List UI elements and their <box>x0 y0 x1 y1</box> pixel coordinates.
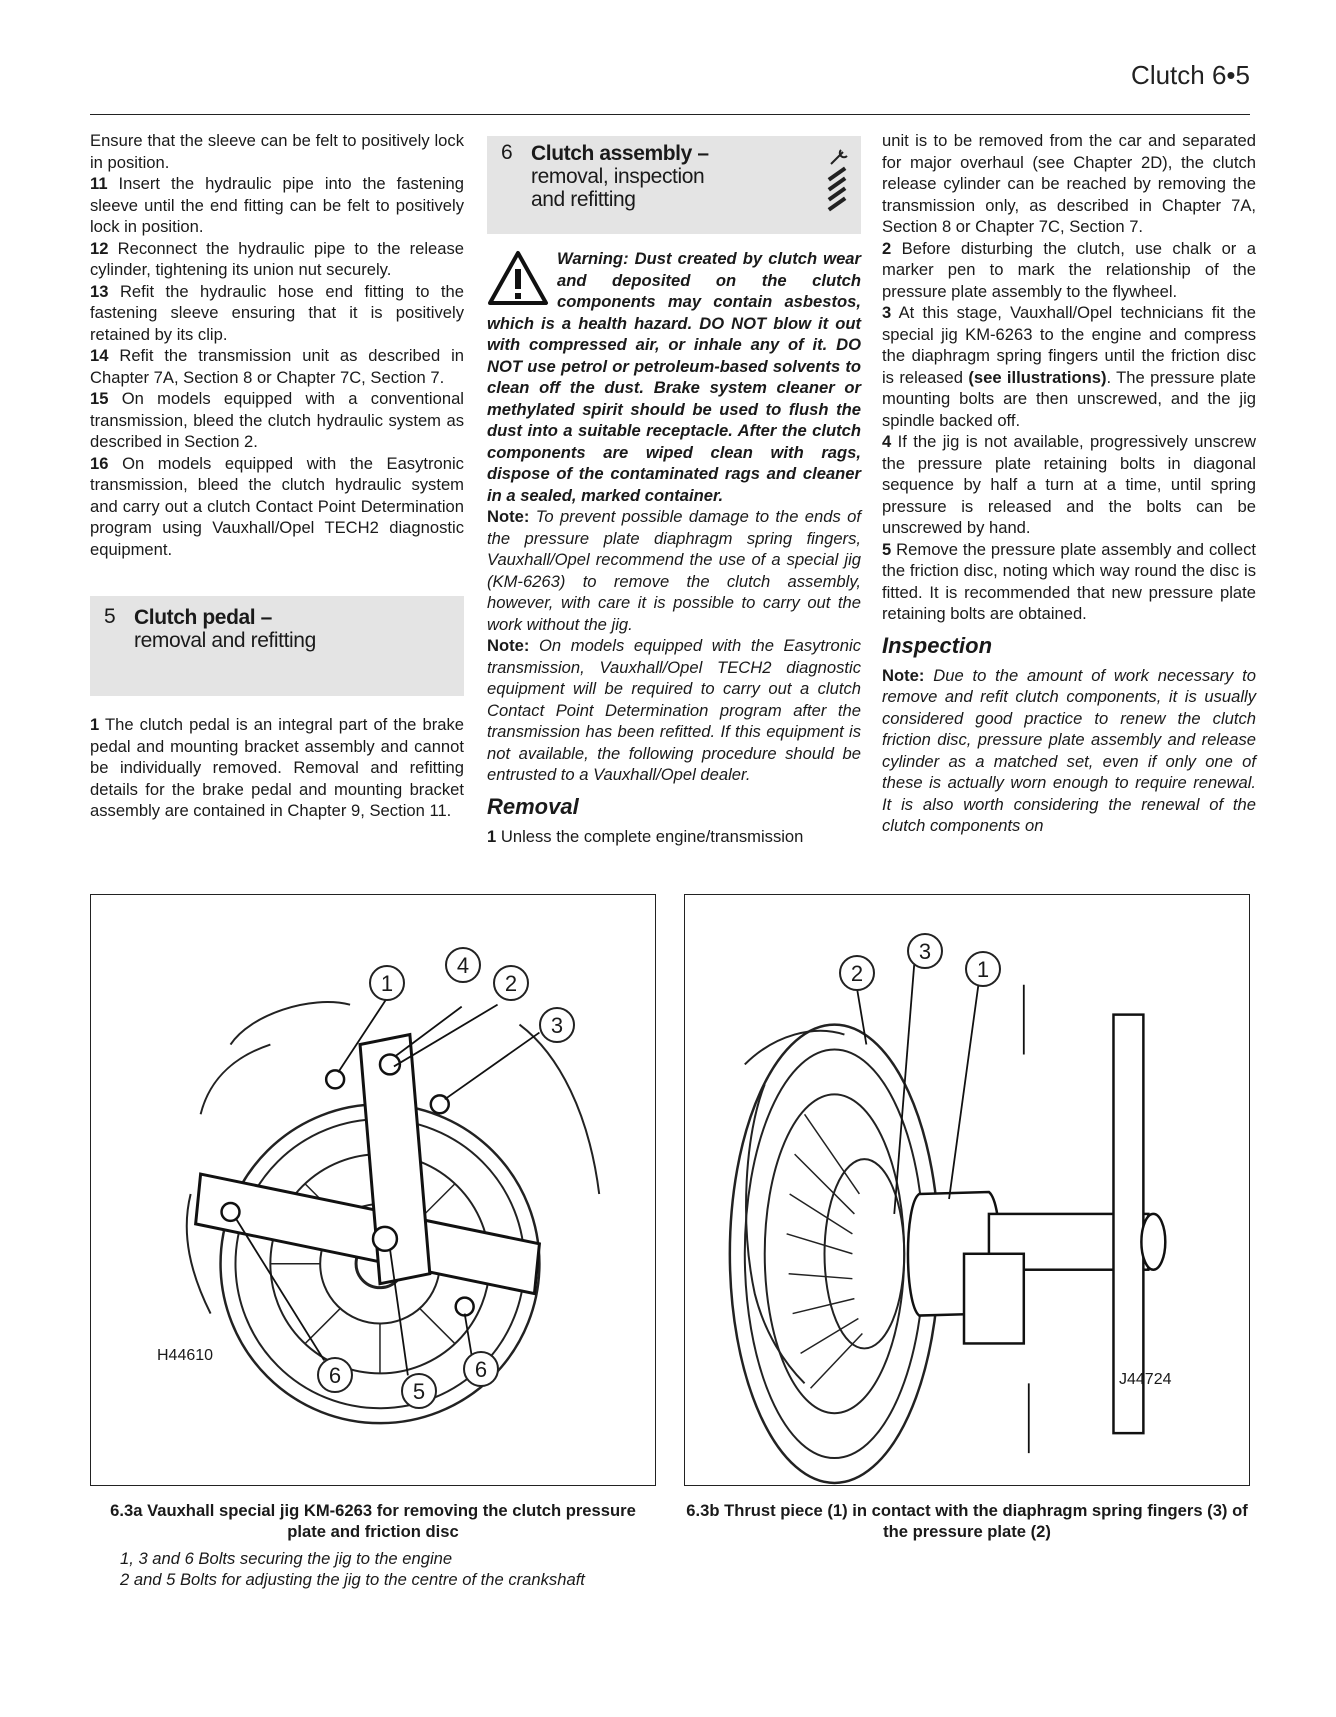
removal-step-3: 3 At this stage, Vauxhall/Opel technicians fit the special jig KM-6263 to the engine and compress the diaphragm spring fingers until the friction disc is released (see illustrations). The pressure plate mounting bolts are then unscrewed, and the jig spindle backed off. <box>882 303 1256 430</box>
removal-heading: Removal <box>487 793 579 819</box>
figure-code: J44724 <box>1119 1371 1172 1388</box>
warning-triangle-icon <box>487 250 549 306</box>
figure-6-3a <box>90 894 656 1486</box>
step-15: 15 On models equipped with a conventional transmission, bleed the clutch hydraulic system as described in Section 2. <box>90 389 464 451</box>
asbestos-warning <box>487 248 861 506</box>
figure-6-3b-caption: 6.3b Thrust piece (1) in contact with the diaphragm spring fingers (3) of the pressure plate (2) <box>686 1501 1248 1541</box>
step-11: 11 Insert the hydraulic pipe into the fastening sleeve until the end fitting can be felt to positively lock in position. <box>90 174 464 236</box>
removal-step-1: 1 Unless the complete engine/transmission <box>487 826 804 846</box>
column-2 <box>487 130 861 847</box>
callout-3: 3 <box>907 933 943 969</box>
removal-step-1-continued: unit is to be removed from the car and separated for major overhaul (see Chapter 2D), the clutch release cylinder can be reached by removing the transmission only, as described in Chapter 7A, Section 8 or Chapter 7C, Section 7. <box>882 131 1256 236</box>
figure-6-3b <box>684 894 1250 1486</box>
warning-text: Warning: Dust created by clutch wear and deposited on the clutch components may contain asbestos, which is a health hazard. DO NOT blow it out with compressed air, or inhale any of it. DO NOT use petrol or petroleum-based solvents to clean off the dust. Brake system cleaner or methylated spirit should be used to flush the dust into a suitable receptacle. After the clutch components are wiped clean with rags, dispose of the contaminated rags and cleaner in a sealed, marked container. <box>487 249 861 505</box>
paragraph-intro: Ensure that the sleeve can be felt to positively lock in position. <box>90 131 464 172</box>
legend-line-1: 1, 3 and 6 Bolts securing the jig to the engine <box>120 1549 453 1568</box>
note-jig: Note: To prevent possible damage to the ends of the pressure plate diaphragm spring fingers, Vauxhall/Opel recommend the use of a special jig (KM-6263) to remove the clutch assembly, however, with care it is possible to carry out the work without the jig. <box>487 507 861 634</box>
step-13: 13 Refit the hydraulic hose end fitting to the fastening sleeve ensuring that it is positively retained by its clip. <box>90 281 464 344</box>
callout-2: 2 <box>493 965 529 1001</box>
note-easytronic: Note: On models equipped with the Easytronic transmission, Vauxhall/Opel TECH2 diagnostic equipment will be required to carry out a clutch Contact Point Determination program after the transmission has been refitted. If this equipment is not available, the following procedure should be entrusted to a Vauxhall/Opel dealer. <box>487 636 861 784</box>
section-6-heading <box>487 136 861 234</box>
section-5-step-1: 1 The clutch pedal is an integral part of the brake pedal and mounting bracket assembly and cannot be individually removed. Removal and refitting details for the brake pedal and mounting bracket assembly are contained in Chapter 9, Section 11. <box>90 715 464 820</box>
step-14: 14 Refit the transmission unit as described in Chapter 7A, Section 8 or Chapter 7C, Section 7. <box>90 346 464 387</box>
section-5-heading <box>90 596 464 696</box>
page-title: Clutch 6•5 <box>1131 60 1250 90</box>
callout-2: 2 <box>839 955 875 991</box>
difficulty-spanner-icon <box>823 146 851 224</box>
callout-3: 3 <box>539 1007 575 1043</box>
column-3 <box>882 130 1256 837</box>
section-subtitle-line-2: and refitting <box>531 188 636 211</box>
section-number: 6 <box>501 141 513 164</box>
inspection-heading: Inspection <box>882 632 993 658</box>
page-header <box>90 56 1250 115</box>
step-12: 12 Reconnect the hydraulic pipe to the release cylinder, tightening its union nut securely. <box>90 238 464 279</box>
callout-1: 1 <box>965 951 1001 987</box>
callout-6-left: 6 <box>317 1357 353 1393</box>
figure-6-3a-caption: 6.3a Vauxhall special jig KM-6263 for removing the clutch pressure plate and friction disc <box>110 1501 636 1541</box>
legend-line-2: 2 and 5 Bolts for adjusting the jig to the centre of the crankshaft <box>120 1570 585 1589</box>
column-1 <box>90 130 464 822</box>
inspection-note: Note: Due to the amount of work necessary to remove and refit clutch components, it is usually considered good practice to renew the clutch friction disc, pressure plate assembly and release cylinder as a matched set, even if only one of these is actually worn enough to require renewal. It is also worth considering the renewal of the clutch components on <box>882 665 1256 835</box>
removal-step-2: 2 Before disturbing the clutch, use chalk or a marker pen to mark the relationship of the pressure plate assembly to the flywheel. <box>882 238 1256 301</box>
callout-6-right: 6 <box>463 1351 499 1387</box>
thrust-piece-illustration <box>685 895 1249 1485</box>
callout-1: 1 <box>369 965 405 1001</box>
section-title: Clutch pedal – <box>134 606 272 629</box>
section-title: Clutch assembly – <box>531 142 709 165</box>
figure-6-3a-legend <box>120 1548 585 1590</box>
callout-4: 4 <box>445 947 481 983</box>
section-subtitle-line-1: removal, inspection <box>531 165 705 188</box>
step-16: 16 On models equipped with the Easytronic transmission, bleed the clutch hydraulic system and carry out a clutch Contact Point Determination program using Vauxhall/Opel TECH2 diagnostic equipment. <box>90 453 464 559</box>
figure-code: H44610 <box>157 1347 214 1364</box>
section-subtitle: removal and refitting <box>134 629 316 652</box>
removal-step-4: 4 If the jig is not available, progressively unscrew the pressure plate retaining bolts in diagonal sequence by half a turn at a time, until spring pressure is released and the bolts can be unscrewed by hand. <box>882 432 1256 537</box>
callout-5: 5 <box>401 1373 437 1409</box>
section-number: 5 <box>104 605 116 628</box>
removal-step-5: 5 Remove the pressure plate assembly and collect the friction disc, noting which way round the disc is fitted. It is recommended that new pressure plate retaining bolts are obtained. <box>882 539 1256 623</box>
